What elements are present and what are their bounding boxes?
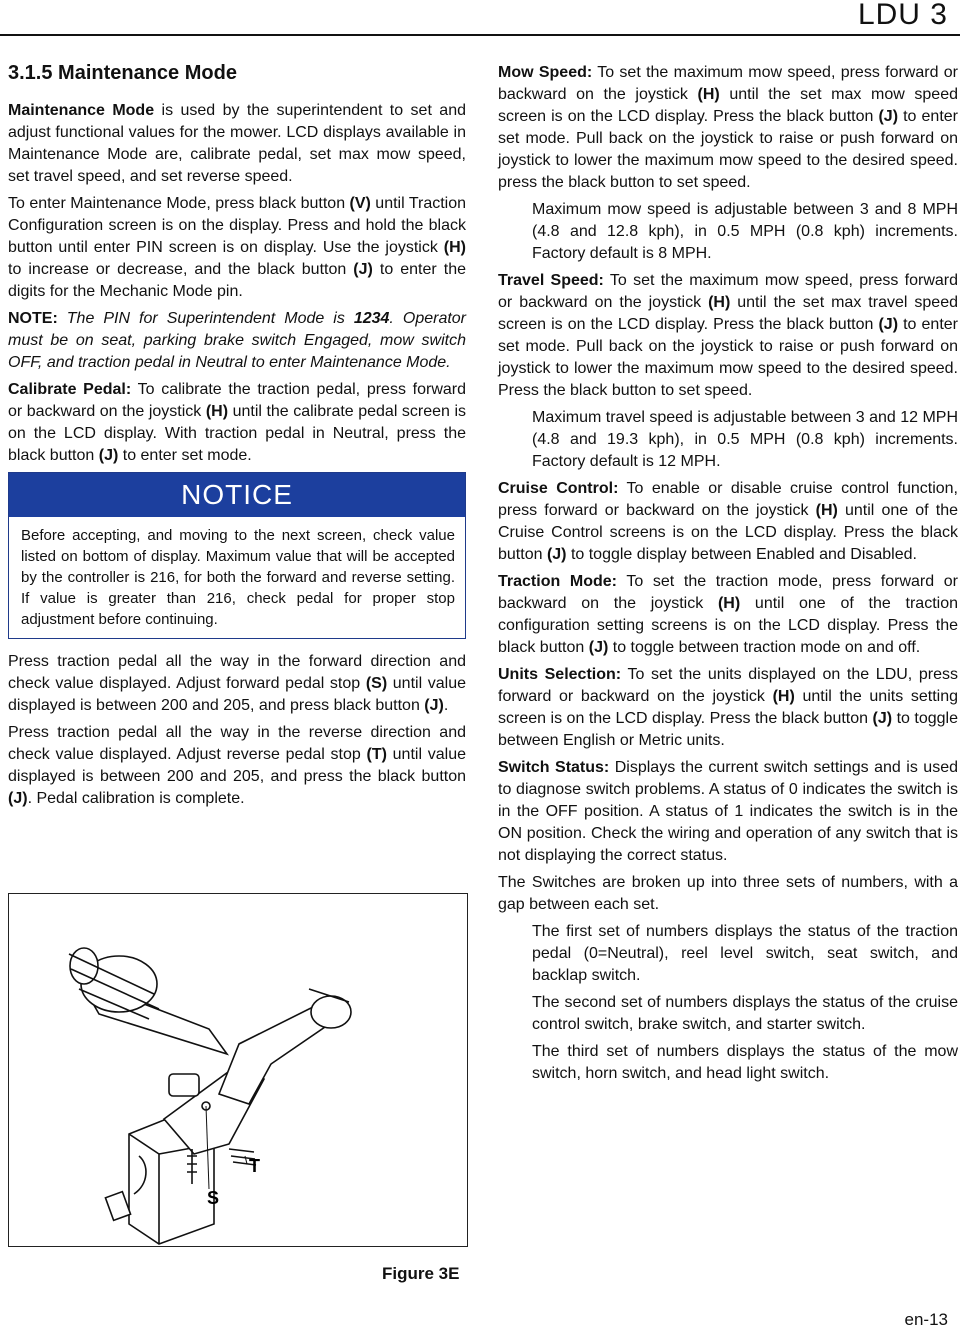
- page-number: en-13: [904, 1310, 948, 1329]
- switch-sets-paragraph: The Switches are broken up into three sets of numbers, with a gap between each set.: [498, 874, 958, 913]
- left-column: [8, 60, 466, 815]
- units-selection-paragraph: Units Selection: To set the units displayed on the LDU, press forward or backward on the joystick (H) until the units setting screen is on the LCD display. Press the black button (J) to toggle between English or Metric units.: [498, 666, 959, 749]
- switch-status-paragraph: Switch Status: Displays the current switch settings and is used to diagnose switch problems. A status of 0 indicates the switch is in the OFF position. A status of 1 indicates the switch is in the ON position. Check the wiring and operation of any switch that is not displaying the correct status.: [498, 759, 959, 864]
- label-s: S: [207, 1188, 220, 1208]
- forward-paragraph: Press traction pedal all the way in the forward direction and check value displayed. Adjust forward pedal stop (S) until value displayed is between 200 and 205, and press black button (J).: [8, 653, 466, 714]
- header-title: LDU 3: [857, 0, 948, 31]
- section-heading: 3.1.5 Maintenance Mode: [8, 62, 237, 84]
- notice-box: [8, 472, 466, 639]
- travel-speed-range: Maximum travel speed is adjustable between 3 and 12 MPH (4.8 and 19.3 kph), in 0.5 MPH (0.8 kph) increments. Factory default is 12 MPH.: [532, 409, 958, 470]
- calibrate-paragraph: Calibrate Pedal: To calibrate the traction pedal, press forward or backward on the joystick (H) until the calibrate pedal screen is on the LCD display. With traction pedal in Neutral, press the black button (J) to enter set mode.: [8, 381, 467, 464]
- intro-paragraph: Maintenance Mode is used by the superintendent to set and adjust functional values for the mower. LCD displays available in Maintenance Mode are, calibrate pedal, set max mow speed, set travel speed, and set reverse speed.: [8, 102, 466, 185]
- cruise-control-paragraph: Cruise Control: To enable or disable cruise control function, press forward or backward on the joystick (H) until one of the Cruise Control screens is on the LCD display. Press the black button (J) to toggle display between Enabled and Disabled.: [498, 480, 958, 563]
- pedal-figure: [8, 893, 468, 1247]
- label-t: T: [249, 1156, 260, 1176]
- reverse-paragraph: Press traction pedal all the way in the reverse direction and check value displayed. Adjust reverse pedal stop (T) until value displayed is between 200 and 205, and press the black button (J). Pedal calibration is complete.: [8, 724, 466, 807]
- pedal-illustration: [9, 894, 467, 1246]
- pin-note: NOTE: The PIN for Superintendent Mode is 1234. Operator must be on seat, parking brake switch Engaged, mow switch OFF, and traction pedal in Neutral to enter Maintenance Mode.: [8, 310, 467, 371]
- switch-set-1: The first set of numbers displays the status of the traction pedal (0=Neutral), reel level switch, seat switch, and backlap switch.: [532, 923, 958, 984]
- traction-mode-paragraph: Traction Mode: To set the traction mode, press forward or backward on the joystick (H) until one of the traction configuration setting screens is on the LCD display. Press the black button (J) to toggle between traction mode on and off.: [498, 573, 959, 656]
- enter-mode-paragraph: To enter Maintenance Mode, press black button (V) until Traction Configuration screen is on the display. Press and hold the black button until enter PIN screen is on display. Use the joystick (H) to increase or decrease, and the black button (J) to enter the digits for the Mechanic Mode pin.: [8, 195, 467, 300]
- travel-speed-paragraph: Travel Speed: To set the maximum mow speed, press forward or backward on the joystick (H) until the set max travel speed screen is on the LCD display. Press the black button (J) to enter set mode. Pull back on the joystick to raise or push forward on joystick to lower the maximum mow speed to the desired speed. Press the black button to set speed.: [498, 272, 959, 399]
- switch-set-3: The third set of numbers displays the status of the mow switch, horn switch, and head light switch.: [532, 1043, 958, 1082]
- notice-title: NOTICE: [9, 473, 465, 517]
- mow-speed-range: Maximum mow speed is adjustable between 3 and 8 MPH (4.8 and 12.8 kph), in 0.5 MPH (0.8 kph) increments. Factory default is 8 MPH.: [532, 201, 958, 262]
- notice-text: Before accepting, and moving to the next screen, check value listed on bottom of display. Maximum value that will be accepted by the controller is 216, for both the forward and reverse setting. If value is greater than 216, check pedal for proper stop adjustment before continuing.: [21, 527, 455, 628]
- page-header: [0, 0, 960, 36]
- mow-speed-paragraph: Mow Speed: To set the maximum mow speed, press forward or backward on the joystick (H) until the set max mow speed screen is on the LCD display. Press the black button (J) to enter set mode. Pull back on the joystick to raise or push forward on joystick to lower the maximum mow speed to the desired speed. press the black button to set speed.: [498, 64, 959, 191]
- right-column: [498, 62, 958, 1090]
- figure-caption: Figure 3E: [382, 1264, 460, 1283]
- switch-set-2: The second set of numbers displays the status of the cruise control switch, brake switch, and starter switch.: [532, 994, 958, 1033]
